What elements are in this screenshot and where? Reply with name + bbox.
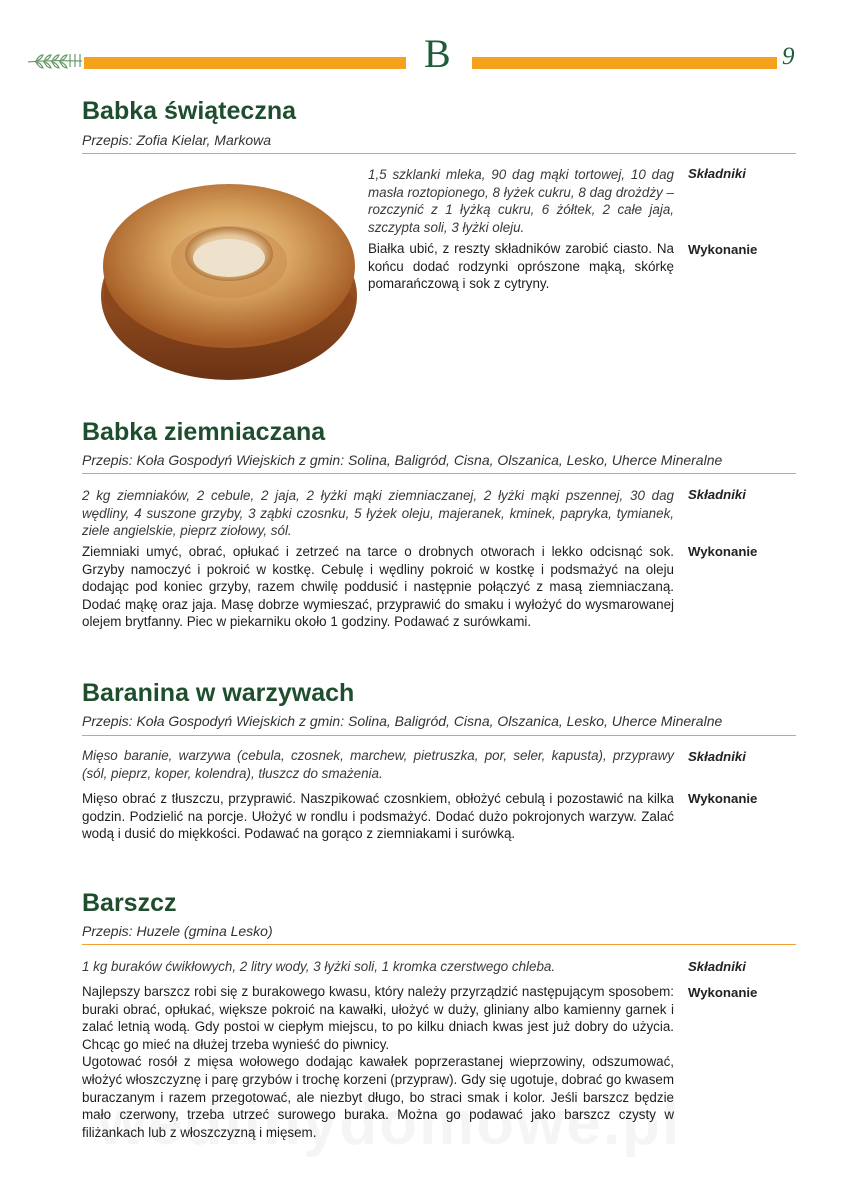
section-divider xyxy=(82,735,796,736)
recipe-byline: Przepis: Koła Gospodyń Wiejskich z gmin: Solina, Baligród, Cisna, Olszanica, Lesko, Uherce Mineralne xyxy=(82,452,723,468)
recipe-byline: Przepis: Zofia Kielar, Markowa xyxy=(82,132,272,148)
preparation-label: Wykonanie xyxy=(688,985,758,1000)
section-divider xyxy=(82,153,796,154)
ingredients-text: 1 kg buraków ćwikłowych, 2 litry wody, 3 łyżki soli, 1 kromka czerstwego chleba. xyxy=(82,959,556,974)
section-divider xyxy=(82,473,796,474)
preparation-label: Wykonanie xyxy=(688,791,758,806)
section-letter: B xyxy=(424,31,451,76)
preparation-paragraph: Najlepszy barszcz robi się z burakowego kwasu, który należy przyrządzić następującym sposobem: buraki obrać, opłukać, większe pokroić na kawałki, ułożyć w duży, gliniany albo kamienny garnek i zalać letnią wodą. Gdy postoi w ciepłym miejscu, to po kilku dniach kwas jest już dobry do użycia. Chcąc go mieć na dłużej trzeba wynieść do piwnicy. xyxy=(82,984,674,1052)
recipe-title: Barszcz xyxy=(82,889,177,917)
ingredients-label: Składniki xyxy=(688,487,746,502)
watermark xyxy=(98,1088,681,1159)
preparation-paragraph: Ugotować rosół z mięsa wołowego dodając kawałek poprzerastanej wieprzowiny, odszumować, włożyć włoszczyznę i parę grzybów i trochę korzeni (przypraw). Gdy się ugotuje, dobrać go kwasem buraczanym i razem przegotować, ale niezbyt długo, bo straci smak i kolor. Jeśli barszcz będzie mało czerwony, trzeba utrzeć surowego buraka. Można go podawać jako barszcz czysty w filiżankach lub z włoszczyzną i mięsem. xyxy=(82,1054,674,1140)
wheat-ornament-icon xyxy=(26,50,84,70)
preparation-text: Mięso obrać z tłuszczu, przyprawić. Naszpikować czosnkiem, obłożyć cebulą i pozostawić na kilka godzin. Podzielić na porcje. Ułożyć w rondlu i podsmażyć. Dodać dużo pokrojonych warzyw. Zalać wodą i dusić do miękkości. Podawać na gorąco z ziemniakami i surówką. xyxy=(82,791,674,842)
recipe-byline: Przepis: Koła Gospodyń Wiejskich z gmin: Solina, Baligród, Cisna, Olszanica, Lesko, Uherce Mineralne xyxy=(82,713,723,729)
preparation-text: Białka ubić, z reszty składników zarobić ciasto. Na końcu dodać rodzynki oprószone mąką, skórkę pomarańczową i sok z cytryny. xyxy=(368,241,674,292)
section-divider xyxy=(82,944,796,945)
ingredients-label: Składniki xyxy=(688,749,746,764)
ingredients-text: 2 kg ziemniaków, 2 cebule, 2 jaja, 2 łyżki mąki ziemniaczanej, 2 łyżki mąki pszennej, 30 dag wędliny, 4 suszone grzyby, 3 ząbki czosnku, 5 łyżek oleju, majeranek, kminek, papryka, tymianek, ziele angielskie, pieprz ziołowy, sól. xyxy=(82,488,674,539)
header-bar-right xyxy=(472,57,777,69)
preparation-label: Wykonanie xyxy=(688,544,758,559)
recipe-title: Babka świąteczna xyxy=(82,97,296,125)
ingredients-text: 1,5 szklanki mleka, 90 dag mąki tortowej, 10 dag masła roztopionego, 8 łyżek cukru, 8 dag drożdży – rozczynić z 1 łyżką cukru, 6 żółtek, 2 całe jaja, szczypta soli, 3 łyżki oleju. xyxy=(368,167,674,235)
preparation-text: Ziemniaki umyć, obrać, opłukać i zetrzeć na tarce o drobnych otworach i lekko odcisnąć sok. Grzyby namoczyć i pokroić w kostkę. Cebulę i wędliny pokroić w kostkę i podsmażyć na oleju dodając pod koniec grzyby, razem chwilę poddusić i następnie połączyć z masą ziemniaczaną. Dodać mąkę oraz jaja. Masę dobrze wymieszać, przyprawić do smaku i wyłożyć do wysmarowanej olejem brytfanny. Piec w piekarniku około 1 godziny. Podawać z surówkami. xyxy=(82,544,674,630)
ingredients-text: Mięso baranie, warzywa (cebula, czosnek, marchew, pietruszka, por, seler, kapusta), przyprawy (sól, pieprz, koper, kolendra), tłuszcz do smażenia. xyxy=(82,748,674,781)
preparation-label: Wykonanie xyxy=(688,242,758,257)
recipe-byline: Przepis: Huzele (gmina Lesko) xyxy=(82,923,273,939)
header-bar-left xyxy=(84,57,406,69)
recipe-title: Babka ziemniaczana xyxy=(82,418,326,446)
page-number: 9 xyxy=(782,43,795,70)
ingredients-label: Składniki xyxy=(688,166,746,181)
ingredients-label: Składniki xyxy=(688,959,746,974)
babka-cake-image xyxy=(98,166,360,384)
recipe-title: Baranina w warzywach xyxy=(82,679,355,707)
